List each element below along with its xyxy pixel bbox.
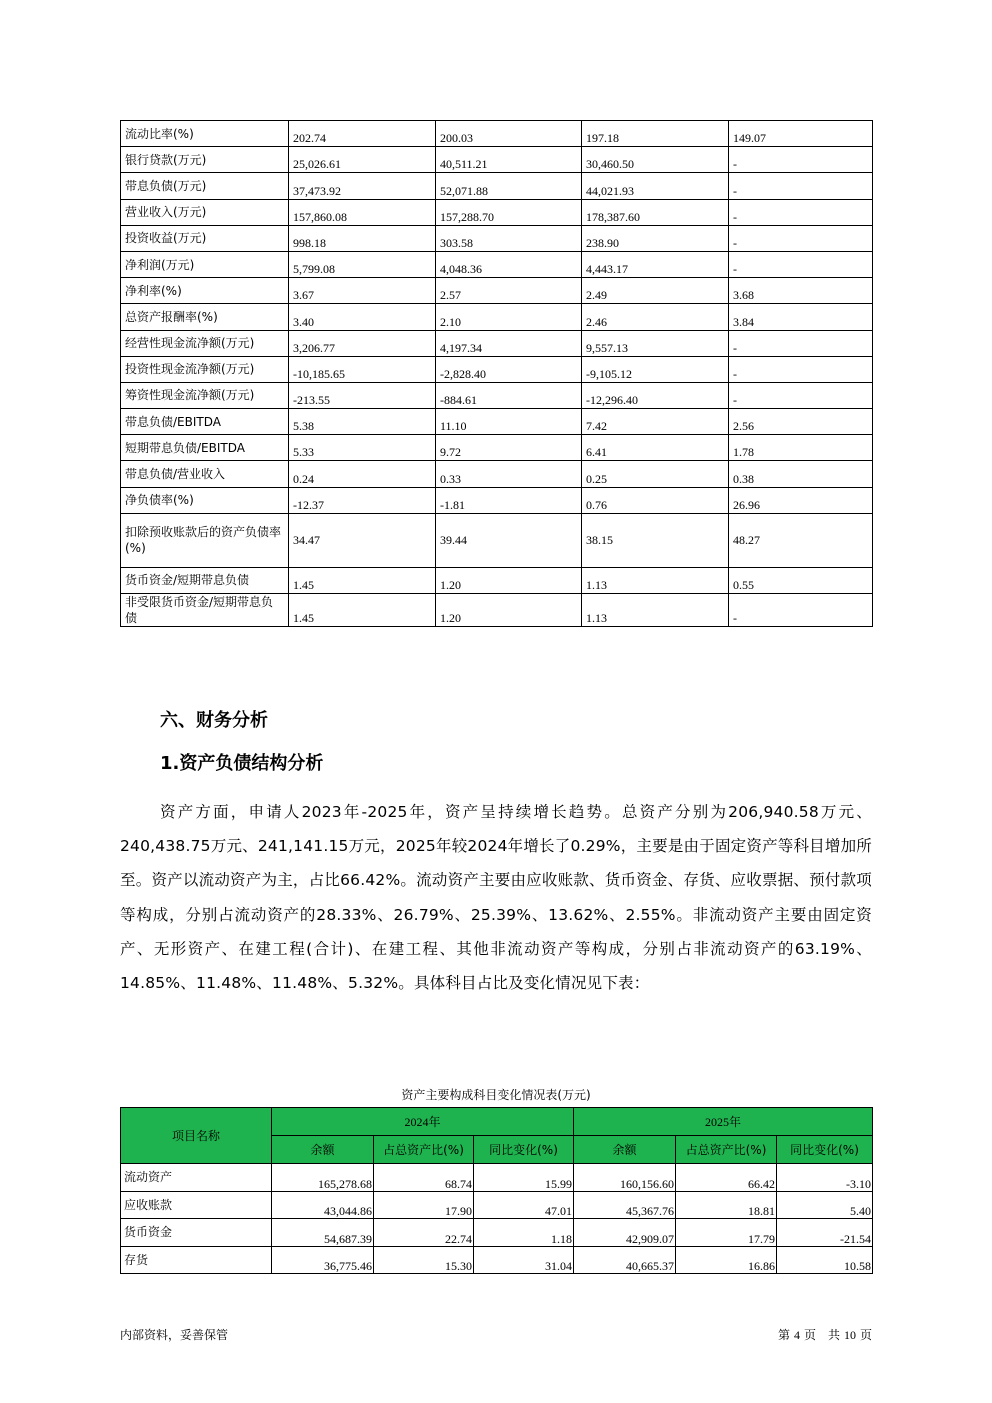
metric-value: - xyxy=(729,594,873,627)
financial-metrics-table xyxy=(120,120,873,627)
metric-value: 3,206.77 xyxy=(289,330,436,356)
analysis-paragraph: 资产方面，申请人2023年-2025年，资产呈持续增长趋势。总资产分别为206,940.58万元、240,438.75万元、241,141.15万元，2025年较2024年增长了0.29%，主要是由于固定资产等科目增加所至。资产以流动资产为主，占比66.42%。流动资产主要由应收账款、货币资金、存货、应收票据、预付款项等构成，分别占流动资产的28.33%、26.79%、25.39%、13.62%、2.55%。非流动资产主要由固定资产、无形资产、在建工程(合计)、在建工程、其他非流动资产等构成，分别占非流动资产的63.19%、14.85%、11.48%、11.48%、5.32%。具体科目占比及变化情况见下表： xyxy=(120,803,872,993)
asset-value: 18.81 xyxy=(676,1191,777,1219)
subheader-yoy: 同比变化(%) xyxy=(474,1136,574,1164)
asset-value: 66.42 xyxy=(676,1164,777,1192)
metric-label: 货币资金/短期带息负债 xyxy=(121,567,289,593)
metric-value: 4,197.34 xyxy=(436,330,582,356)
metric-label: 投资性现金流净额(万元) xyxy=(121,356,289,382)
metric-value: 30,460.50 xyxy=(582,147,729,173)
subheader-yoy: 同比变化(%) xyxy=(777,1136,873,1164)
asset-value: 22.74 xyxy=(374,1219,474,1247)
asset-value: 165,278.68 xyxy=(272,1164,374,1192)
metric-value: 40,511.21 xyxy=(436,147,582,173)
metric-value: 1.78 xyxy=(729,435,873,461)
metric-value: - xyxy=(729,251,873,277)
metric-value: 0.38 xyxy=(729,461,873,487)
subsection-title: 1.资产负债结构分析 xyxy=(160,753,324,774)
metric-value: 0.25 xyxy=(582,461,729,487)
asset-value: 43,044.86 xyxy=(272,1191,374,1219)
table-row xyxy=(121,487,873,513)
metric-value: 238.90 xyxy=(582,225,729,251)
asset-item-name: 应收账款 xyxy=(121,1191,272,1219)
metric-value: 6.41 xyxy=(582,435,729,461)
metric-value: 37,473.92 xyxy=(289,173,436,199)
metric-value: -1.81 xyxy=(436,487,582,513)
metric-value: 178,387.60 xyxy=(582,199,729,225)
subheader-share: 占总资产比(%) xyxy=(676,1136,777,1164)
metric-value: 26.96 xyxy=(729,487,873,513)
metric-label: 营业收入(万元) xyxy=(121,199,289,225)
metric-value: 34.47 xyxy=(289,513,436,567)
metric-label: 带息负债/EBITDA xyxy=(121,409,289,435)
metric-label: 投资收益(万元) xyxy=(121,225,289,251)
metric-value: 3.67 xyxy=(289,278,436,304)
metric-value: 2.49 xyxy=(582,278,729,304)
metric-value: 5,799.08 xyxy=(289,251,436,277)
metric-value: 48.27 xyxy=(729,513,873,567)
table-row xyxy=(121,173,873,199)
footer-confidential: 内部资料，妥善保管 xyxy=(120,1328,229,1342)
metric-value: - xyxy=(729,382,873,408)
asset-value: 17.79 xyxy=(676,1219,777,1247)
assets-composition-table xyxy=(120,1107,873,1274)
metric-value: 3.84 xyxy=(729,304,873,330)
page-suffix: 页 xyxy=(859,1328,872,1342)
assets-table-caption: 资产主要构成科目变化情况表(万元) xyxy=(401,1088,591,1102)
metric-value: 2.56 xyxy=(729,409,873,435)
metric-value: 2.57 xyxy=(436,278,582,304)
section-title: 六、财务分析 xyxy=(160,710,268,731)
asset-value: 68.74 xyxy=(374,1164,474,1192)
metric-label: 净利润(万元) xyxy=(121,251,289,277)
metric-value: 4,048.36 xyxy=(436,251,582,277)
metric-value: 5.38 xyxy=(289,409,436,435)
metric-value: 202.74 xyxy=(289,121,436,147)
metric-value: 25,026.61 xyxy=(289,147,436,173)
metric-value: 157,860.08 xyxy=(289,199,436,225)
metric-value: 200.03 xyxy=(436,121,582,147)
metric-label: 带息负债(万元) xyxy=(121,173,289,199)
metric-label: 短期带息负债/EBITDA xyxy=(121,435,289,461)
asset-item-name: 流动资产 xyxy=(121,1164,272,1192)
metric-label: 银行贷款(万元) xyxy=(121,147,289,173)
metric-value: 7.42 xyxy=(582,409,729,435)
metric-value: - xyxy=(729,330,873,356)
table-row xyxy=(121,278,873,304)
metric-value: 9.72 xyxy=(436,435,582,461)
asset-value: 47.01 xyxy=(474,1191,574,1219)
table-row xyxy=(121,513,873,567)
table-row xyxy=(121,147,873,173)
table-row xyxy=(121,330,873,356)
metric-value: 0.33 xyxy=(436,461,582,487)
table-row xyxy=(121,225,873,251)
metric-value: -10,185.65 xyxy=(289,356,436,382)
table-row xyxy=(121,199,873,225)
metric-label: 经营性现金流净额(万元) xyxy=(121,330,289,356)
metric-label: 带息负债/营业收入 xyxy=(121,461,289,487)
asset-value: 10.58 xyxy=(777,1246,873,1274)
metric-label: 净负债率(%) xyxy=(121,487,289,513)
metric-value: 0.24 xyxy=(289,461,436,487)
metric-value: - xyxy=(729,199,873,225)
metric-value: 39.44 xyxy=(436,513,582,567)
metric-value: 44,021.93 xyxy=(582,173,729,199)
table-row xyxy=(121,1164,873,1192)
table-row xyxy=(121,382,873,408)
metric-value: 1.13 xyxy=(582,567,729,593)
asset-value: 42,909.07 xyxy=(574,1219,676,1247)
metric-label: 扣除预收账款后的资产负债率(%) xyxy=(121,513,289,567)
metric-value: 1.13 xyxy=(582,594,729,627)
header-year-2025: 2025年 xyxy=(574,1108,873,1136)
metric-value: 1.45 xyxy=(289,594,436,627)
metric-value: 0.55 xyxy=(729,567,873,593)
asset-value: 36,775.46 xyxy=(272,1246,374,1274)
asset-value: 54,687.39 xyxy=(272,1219,374,1247)
page-total: 10 xyxy=(843,1328,856,1342)
metric-value: 11.10 xyxy=(436,409,582,435)
table-row xyxy=(121,594,873,627)
metric-value: 3.40 xyxy=(289,304,436,330)
metric-value: -213.55 xyxy=(289,382,436,408)
table-row xyxy=(121,251,873,277)
metric-value: 52,071.88 xyxy=(436,173,582,199)
metric-value: 9,557.13 xyxy=(582,330,729,356)
asset-value: 45,367.76 xyxy=(574,1191,676,1219)
metric-value: - xyxy=(729,356,873,382)
asset-value: 16.86 xyxy=(676,1246,777,1274)
asset-item-name: 货币资金 xyxy=(121,1219,272,1247)
metric-value: 5.33 xyxy=(289,435,436,461)
table-row xyxy=(121,304,873,330)
page-prefix: 第 xyxy=(777,1328,790,1342)
asset-value: -21.54 xyxy=(777,1219,873,1247)
metric-label: 非受限货币资金/短期带息负债 xyxy=(121,594,289,627)
metric-label: 总资产报酬率(%) xyxy=(121,304,289,330)
table-row xyxy=(121,121,873,147)
asset-value: 31.04 xyxy=(474,1246,574,1274)
subheader-share: 占总资产比(%) xyxy=(374,1136,474,1164)
table-row xyxy=(121,1191,873,1219)
metric-value: 197.18 xyxy=(582,121,729,147)
metric-value: 998.18 xyxy=(289,225,436,251)
metric-value: 38.15 xyxy=(582,513,729,567)
subheader-balance: 余额 xyxy=(574,1136,676,1164)
asset-value: 5.40 xyxy=(777,1191,873,1219)
metric-value: 303.58 xyxy=(436,225,582,251)
header-item-name: 项目名称 xyxy=(121,1108,272,1164)
asset-value: 1.18 xyxy=(474,1219,574,1247)
metric-value: -9,105.12 xyxy=(582,356,729,382)
metric-value: -884.61 xyxy=(436,382,582,408)
metric-label: 流动比率(%) xyxy=(121,121,289,147)
table-row xyxy=(121,461,873,487)
metric-label: 净利率(%) xyxy=(121,278,289,304)
metric-value: 149.07 xyxy=(729,121,873,147)
metric-value: - xyxy=(729,225,873,251)
metric-value: -2,828.40 xyxy=(436,356,582,382)
subheader-balance: 余额 xyxy=(272,1136,374,1164)
page-mid: 页 共 xyxy=(803,1328,840,1342)
table-row xyxy=(121,409,873,435)
asset-value: -3.10 xyxy=(777,1164,873,1192)
metric-value: 2.46 xyxy=(582,304,729,330)
asset-value: 15.99 xyxy=(474,1164,574,1192)
metric-value: 4,443.17 xyxy=(582,251,729,277)
asset-value: 15.30 xyxy=(374,1246,474,1274)
asset-value: 40,665.37 xyxy=(574,1246,676,1274)
asset-item-name: 存货 xyxy=(121,1246,272,1274)
metric-value: - xyxy=(729,173,873,199)
metric-value: 157,288.70 xyxy=(436,199,582,225)
header-year-2024: 2024年 xyxy=(272,1108,574,1136)
footer-page-number xyxy=(778,1326,872,1343)
table-row xyxy=(121,435,873,461)
metric-value: -12.37 xyxy=(289,487,436,513)
metric-value: 3.68 xyxy=(729,278,873,304)
metric-value: 1.20 xyxy=(436,594,582,627)
page-num: 4 xyxy=(793,1328,800,1342)
table-row xyxy=(121,1246,873,1274)
metric-value: -12,296.40 xyxy=(582,382,729,408)
metric-value: 0.76 xyxy=(582,487,729,513)
metric-value: - xyxy=(729,147,873,173)
metric-value: 1.20 xyxy=(436,567,582,593)
metric-value: 1.45 xyxy=(289,567,436,593)
table-row xyxy=(121,356,873,382)
table-row xyxy=(121,567,873,593)
metric-label: 筹资性现金流净额(万元) xyxy=(121,382,289,408)
table-row xyxy=(121,1219,873,1247)
asset-value: 160,156.60 xyxy=(574,1164,676,1192)
asset-value: 17.90 xyxy=(374,1191,474,1219)
metric-value: 2.10 xyxy=(436,304,582,330)
